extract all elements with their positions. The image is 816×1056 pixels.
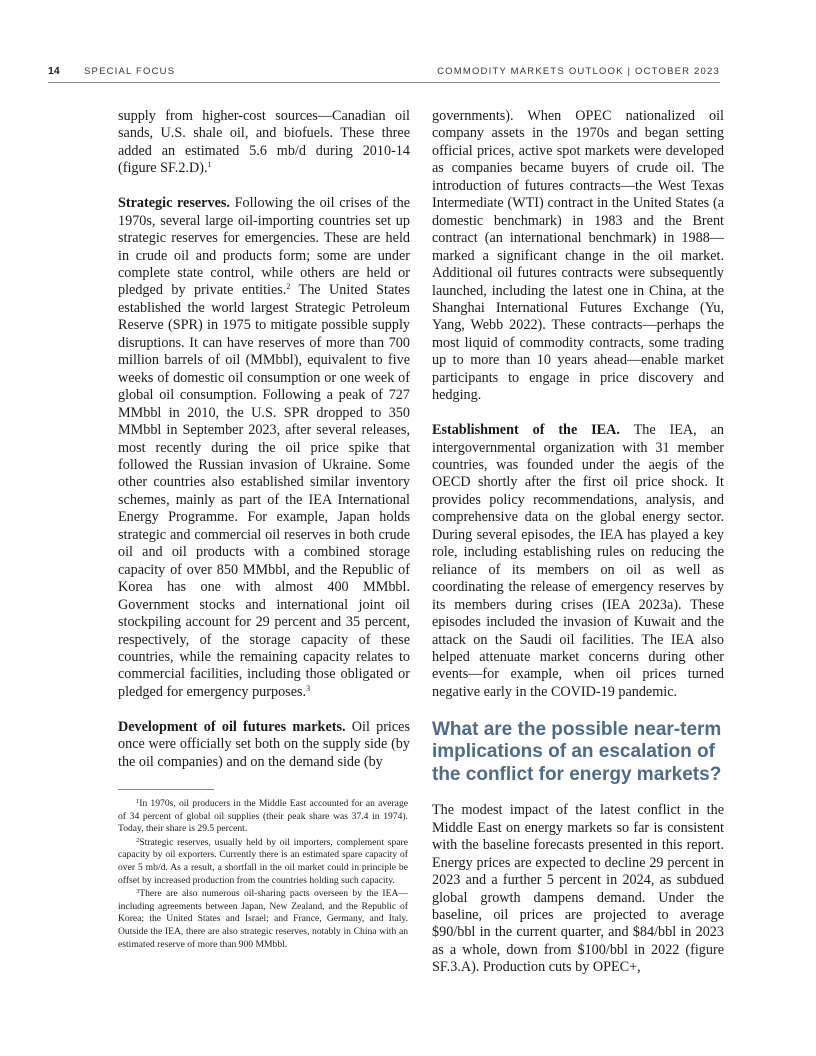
paragraph-text: The United States established the world largest Strategic Petroleum Reserve (SPR) in 1975 to mitigate possible supply disruptions. It can have reserves of more than 700 million barrels of oil (MMbbl), equivalent to five weeks of domestic oil consumption or one week of global oil consumption. Following a peak of 727 MMbbl in 2010, the U.S. SPR dropped to 350 MMbbl in September 2023, after several releases, most recently during the oil price spike that followed the Russian invasion of Ukraine. Some other countries also established similar inventory schemes, mainly as part of the IEA International Energy Programme. For example, Japan holds strategic and commercial oil reserves in both crude oil and oil products with a combined storage capacity of over 850 MMbbl, and the Republic of Korea has one with almost 400 MMbbl. Government stocks and international joint oil stockpiling account for 29 percent and 35 percent, respectively, of the storage capacity of these countries, while the remaining capacity relates to commercial facilities, including those obligated or pledged for emergency purposes. [118, 282, 410, 700]
section-label: SPECIAL FOCUS [84, 66, 176, 77]
paragraph-iea [432, 422, 724, 701]
footnote-text: There are also numerous oil-sharing pacts overseen by the IEA—including agreements between Japan, New Zealand, and the Republic of Korea; the United States and Israel; and France, Germany, and Italy. Outside the IEA, there are also strategic reserves, notably in China with an estimated reserve of more than 900 MMbbl. [118, 888, 408, 950]
footnote-divider [118, 789, 214, 790]
paragraph-text: supply from higher-cost sources—Canadian oil sands, U.S. shale oil, and biofuels. These three added an estimated 5.6 mb/d during 2010-14 (figure SF.2.D). [118, 108, 410, 177]
paragraph-strategic-reserves [118, 195, 410, 701]
left-column [118, 108, 410, 788]
paragraph-text: Following the oil crises of the 1970s, several large oil-importing countries set up strategic reserves for emergencies. These are held in crude oil and products form; some are under complete state control, while others are held or pledged by private entities. [118, 195, 410, 299]
footnote [118, 888, 408, 951]
paragraph-text: Oil prices once were officially set both on the supply side (by the oil companies) and on the demand side (by [118, 718, 410, 770]
footnote-number: 2 [136, 836, 140, 844]
paragraph-lead: Development of oil futures markets. [118, 718, 346, 735]
footnote-text: Strategic reserves, usually held by oil importers, complement spare capacity by oil exporters. Currently there is an estimated spare capacity of over 5 mb/d. As a result, a shortfall in the oil market could in principle be offset by increased production from the countries holding such capacity. [118, 836, 408, 886]
publication-title: COMMODITY MARKETS OUTLOOK | OCTOBER 2023 [437, 66, 720, 77]
paragraph-oil-futures [118, 719, 410, 771]
footnote [118, 798, 408, 836]
paragraph-lead: Establishment of the IEA. [432, 422, 620, 439]
paragraph [118, 108, 410, 178]
footnote-ref[interactable]: 1 [207, 160, 212, 170]
paragraph: The modest impact of the latest conflict in the Middle East on energy markets so far is consistent with the baseline forecasts presented in this report. Energy prices are expected to decline 29 percent in 2023 and a further 5 percent in 2024, as subdued global growth dampens demand. Under the baseline, oil prices are projected to average $90/bbl in the current quarter, and $84/bbl in 2023 as a whole, down from $100/bbl in 2022 (figure SF.3.A). Production cuts by OPEC+, [432, 802, 724, 976]
paragraph-lead: Strategic reserves. [118, 195, 230, 212]
footnote [118, 837, 408, 887]
paragraph-text: The IEA, an intergovernmental organization with 31 member countries, was founded under the aegis of the OECD shortly after the first oil price shock. It provides policy recommendations, analysis, and comprehensive data on the global energy sector. During several episodes, the IEA has played a key role, including establishing rules on reducing the reliance of its members on oil as well as coordinating the release of emergency reserves by its members during crises (IEA 2023a). These episodes included the invasion of Kuwait and the attack on the Saudi oil facilities. The IEA also helped attenuate market concerns during other events—for example, when oil prices turned negative early in the COVID-19 pandemic. [432, 422, 724, 700]
paragraph: governments). When OPEC nationalized oil company assets in the 1970s and began setting official prices, active spot markets were developed as companies became buyers of crude oil. The introduction of futures contracts—the West Texas Intermediate (WTI) contract in the United States (a domestic benchmark) in 1983 and the Brent contract (an international benchmark) in 1988—marked a significant change in the oil market. Additional oil futures contracts were subsequently launched, including the latest one in China, at the Shanghai International Futures Exchange (Yu, Yang, Webb 2022). These contracts—perhaps the most liquid of commodity contracts, some trading up to more than 10 years ahead—enable market participants to engage in price discovery and hedging. [432, 108, 724, 404]
footnote-number: 1 [136, 798, 140, 805]
right-column [432, 108, 724, 994]
section-heading: What are the possible near-term implications of an escalation of the conflict for energy markets? [432, 718, 722, 785]
footnote-ref[interactable]: 2 [286, 282, 291, 292]
footnotes [118, 798, 408, 952]
page-number: 14 [48, 65, 60, 77]
footnote-text: In 1970s, oil producers in the Middle East accounted for an average of 34 percent of global oil supplies (their peak share was 37.4 in 1974). Today, their share is 29.5 percent. [118, 798, 408, 835]
footnote-ref[interactable]: 3 [306, 683, 311, 693]
running-header [48, 64, 720, 83]
footnote-number: 3 [136, 888, 140, 896]
